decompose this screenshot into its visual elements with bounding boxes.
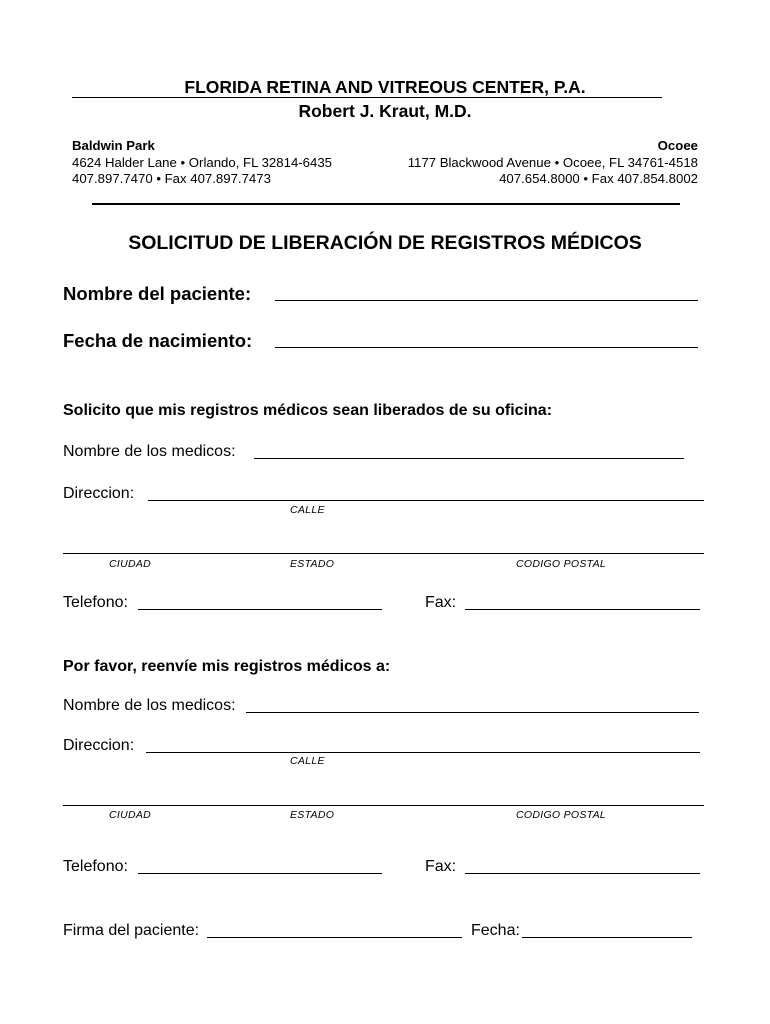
to-state-caption: ESTADO xyxy=(290,809,335,821)
header-divider-top xyxy=(72,97,662,98)
from-city-state-zip-field[interactable] xyxy=(63,553,704,554)
to-city-state-zip-field[interactable] xyxy=(63,805,704,806)
from-address-label: Direccion: xyxy=(63,485,135,502)
clinic-name: FLORIDA RETINA AND VITREOUS CENTER, P.A. xyxy=(184,77,586,97)
office-name: Baldwin Park xyxy=(72,138,155,153)
to-doctor-label: Nombre de los medicos: xyxy=(63,697,236,714)
date-field[interactable] xyxy=(522,937,692,938)
from-street-caption: CALLE xyxy=(290,504,325,516)
office-address: 1177 Blackwood Avenue • Ocoee, FL 34761-4518 xyxy=(407,154,698,170)
date-label: Fecha: xyxy=(471,922,520,939)
to-phone-label: Telefono: xyxy=(63,858,128,875)
patient-name-label: Nombre del paciente: xyxy=(63,283,252,304)
signature-label: Firma del paciente: xyxy=(63,922,200,939)
to-city-caption: CIUDAD xyxy=(109,809,152,821)
patient-name-field[interactable] xyxy=(275,300,698,301)
office-address: 4624 Halder Lane • Orlando, FL 32814-6435 xyxy=(72,154,333,170)
header-divider-bottom xyxy=(92,203,680,205)
to-fax-field[interactable] xyxy=(465,873,700,874)
office-ocoee xyxy=(408,138,698,188)
to-fax-label: Fax: xyxy=(425,858,457,875)
from-state-caption: ESTADO xyxy=(290,558,335,570)
from-doctor-label: Nombre de los medicos: xyxy=(63,443,236,460)
from-city-caption: CIUDAD xyxy=(109,558,152,570)
to-phone-field[interactable] xyxy=(138,873,382,874)
to-zip-caption: CODIGO POSTAL xyxy=(516,809,607,821)
from-fax-field[interactable] xyxy=(465,609,700,610)
to-doctor-field[interactable] xyxy=(246,712,699,713)
from-phone-field[interactable] xyxy=(138,609,382,610)
from-zip-caption: CODIGO POSTAL xyxy=(516,558,607,570)
from-phone-label: Telefono: xyxy=(63,594,128,611)
doctor-name: Robert J. Kraut, M.D. xyxy=(298,101,472,121)
from-fax-label: Fax: xyxy=(425,594,457,611)
office-phones: 407.897.7470 • Fax 407.897.7473 xyxy=(72,171,271,186)
release-from-heading: Solicito que mis registros médicos sean liberados de su oficina: xyxy=(63,402,553,419)
office-baldwin-park xyxy=(72,138,332,188)
form-title: SOLICITUD DE LIBERACIÓN DE REGISTROS MÉDICOS xyxy=(128,232,642,254)
office-phones: 407.654.8000 • Fax 407.854.8002 xyxy=(499,171,698,186)
to-street-caption: CALLE xyxy=(290,755,325,767)
birth-date-label: Fecha de nacimiento: xyxy=(63,330,253,351)
office-name: Ocoee xyxy=(657,138,698,153)
to-street-field[interactable] xyxy=(146,752,700,753)
from-street-field[interactable] xyxy=(148,500,704,501)
from-doctor-field[interactable] xyxy=(254,458,684,459)
to-address-label: Direccion: xyxy=(63,737,135,754)
signature-field[interactable] xyxy=(207,937,462,938)
birth-date-field[interactable] xyxy=(275,347,698,348)
send-to-heading: Por favor, reenvíe mis registros médicos a: xyxy=(63,658,391,675)
